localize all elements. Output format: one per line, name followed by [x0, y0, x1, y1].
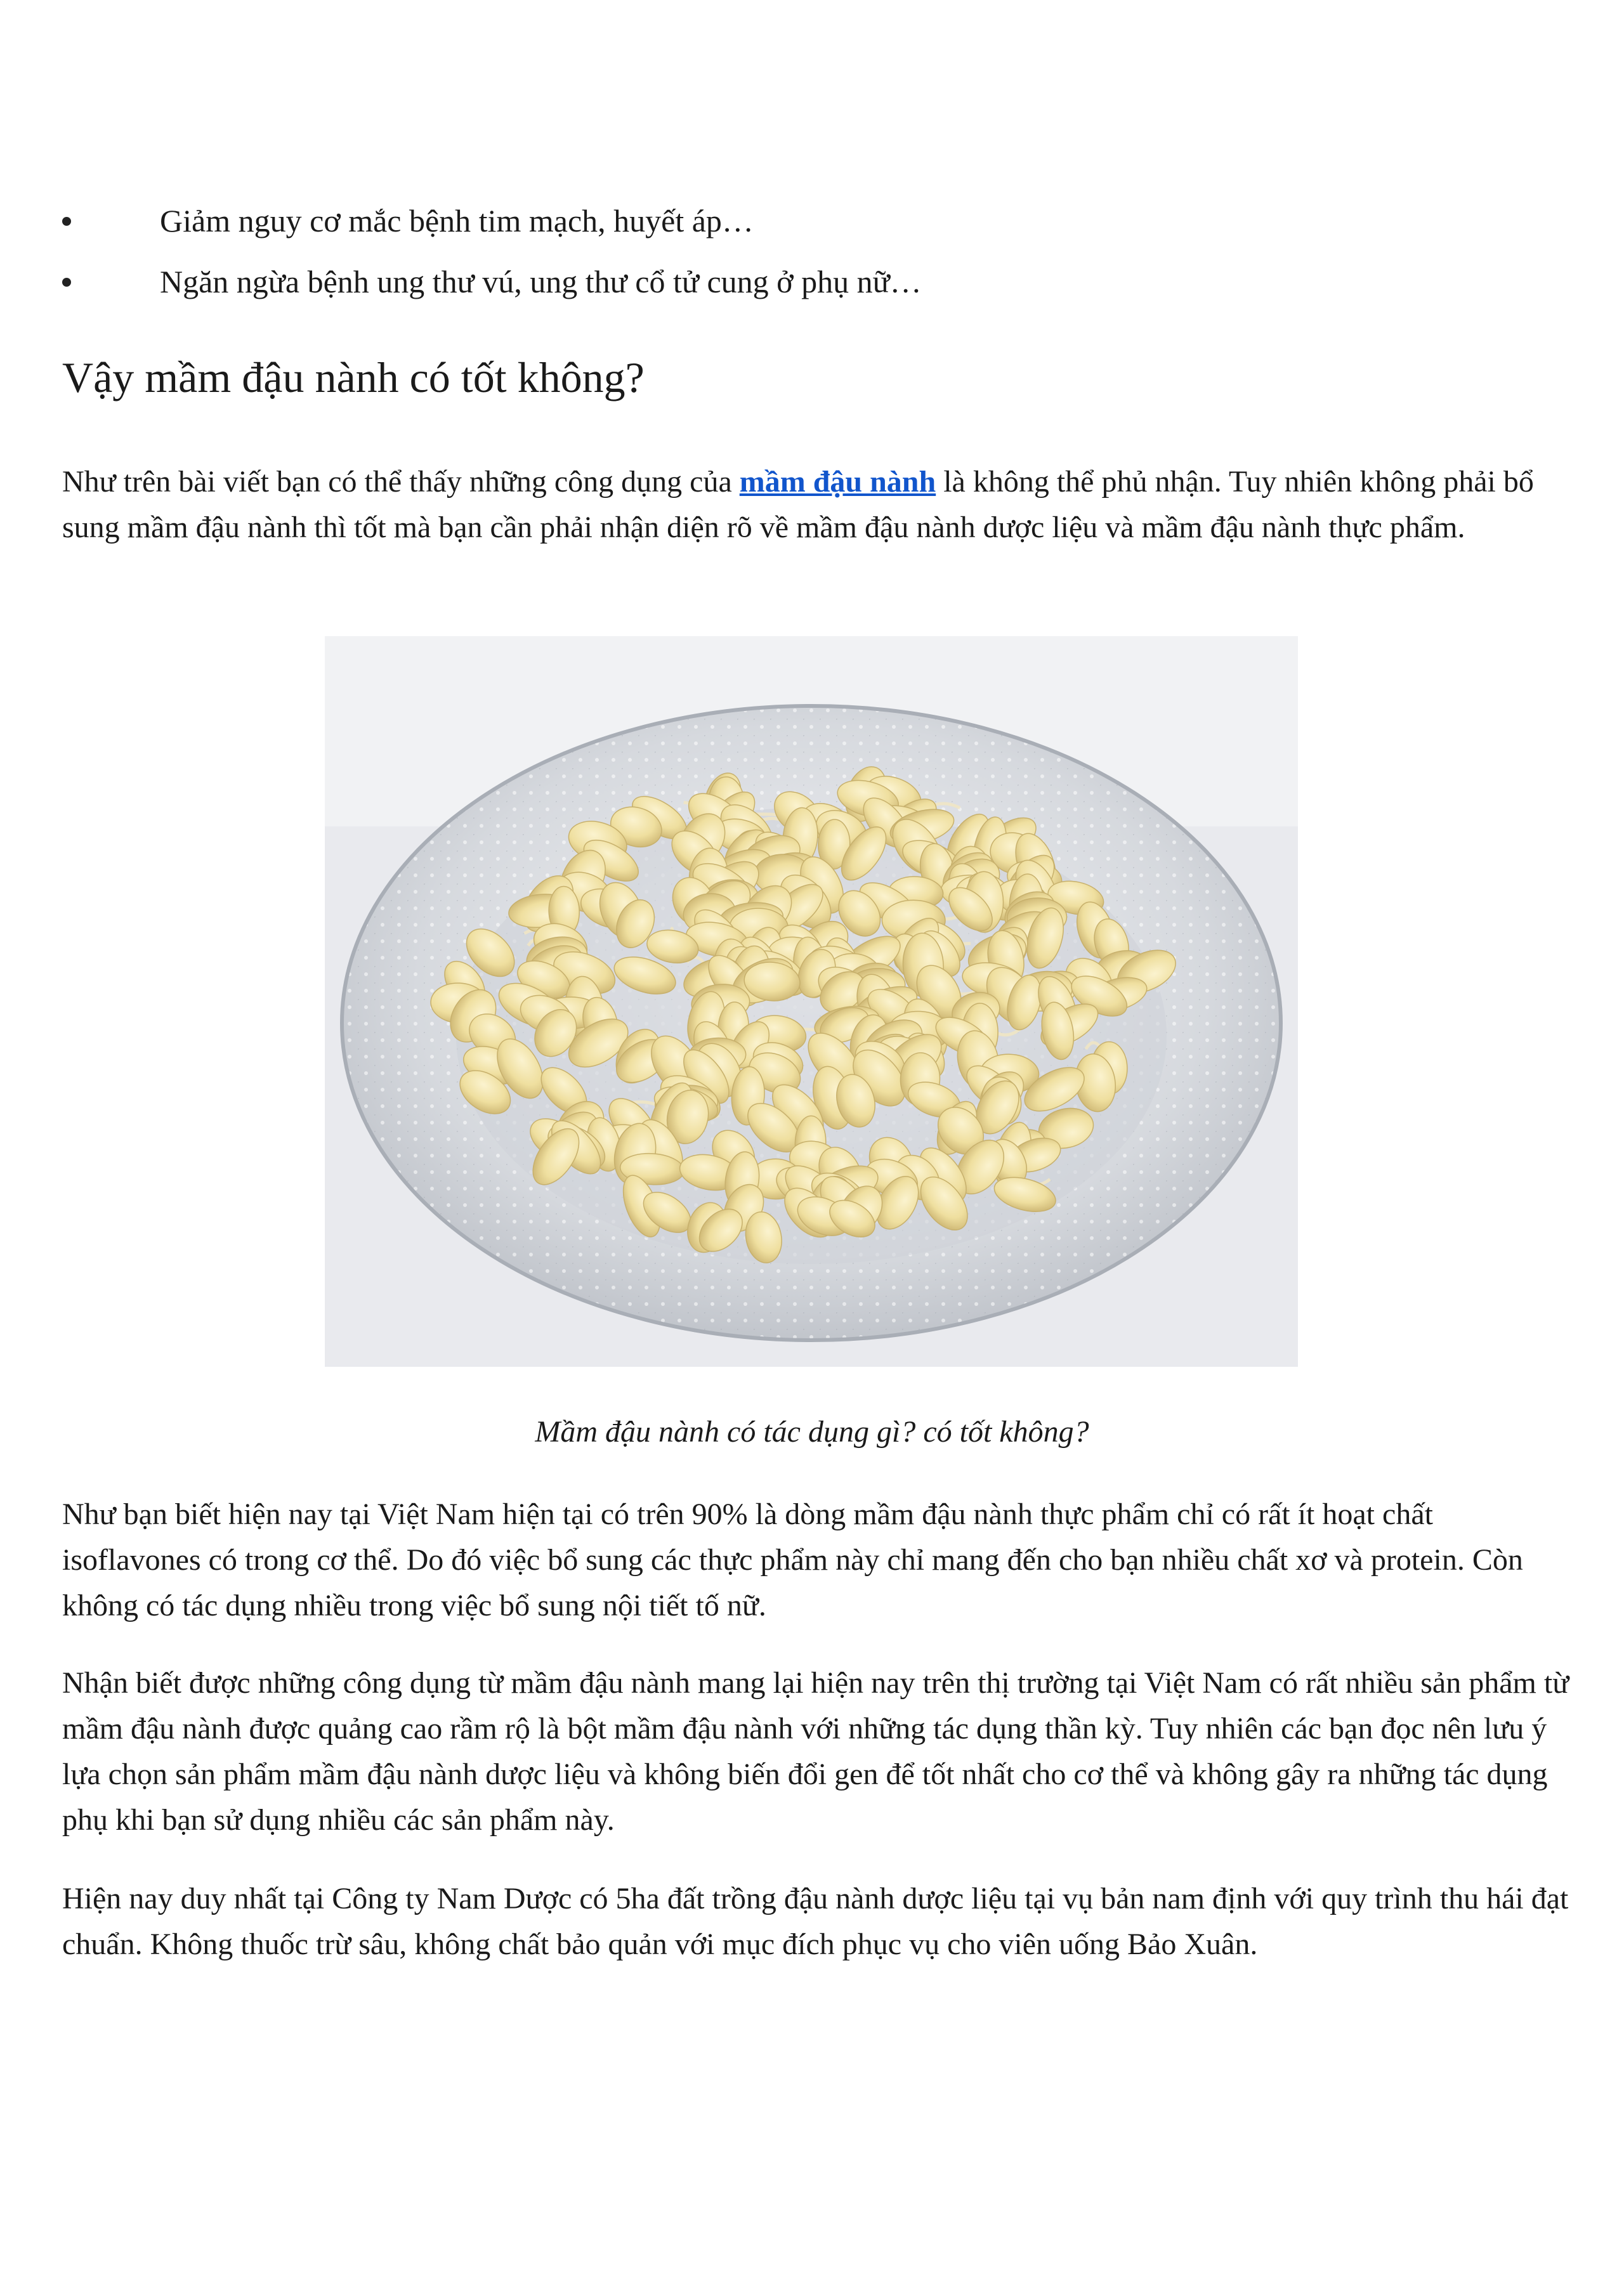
body-paragraph: Như bạn biết hiện nay tại Việt Nam hiện tại có trên 90% là dòng mầm đậu nành thực phẩm chỉ có rất ít hoạt chất isoflavones có trong cơ thể. Do đó việc bổ sung các thực phẩm này chỉ mang đến cho bạn nhiều chất xơ và protein. Còn không có tác dụng nhiều trong việc bổ sung nội tiết tố nữ. — [62, 1497, 1523, 1622]
bullet-dot-icon — [62, 217, 71, 226]
intro-text-after: là không thể phủ nhận. Tuy nhiên không phải bổ sung mầm đậu nành thì tốt mà bạn cần phải nhận diện rõ về mầm đậu nành dược liệu và mầm đậu nành thực phẩm. — [62, 465, 1534, 544]
list-item — [62, 190, 1572, 251]
bullet-dot-icon — [62, 278, 71, 287]
soybean-sprouts-illustration — [325, 636, 1298, 1367]
benefits-list — [62, 190, 1572, 312]
soybean-sprouts-photo — [325, 636, 1298, 1367]
section-heading: Vậy mầm đậu nành có tốt không? — [62, 353, 645, 401]
body-paragraph: Nhận biết được những công dụng từ mầm đậu nành mang lại hiện nay trên thị trường tại Việt Nam có rất nhiều sản phẩm từ mầm đậu nành được quảng cao rầm rộ là bột mầm đậu nành với những tác dụng thần kỳ. Tuy nhiên các bạn đọc nên lưu ý lựa chọn sản phẩm mầm đậu nành dược liệu và không biến đổi gen để tốt nhất cho cơ thể và không gây ra những tác dụng phụ khi bạn sử dụng nhiều các sản phẩm này. — [62, 1666, 1569, 1837]
list-item-text: Ngăn ngừa bệnh ung thư vú, ung thư cổ tử cung ở phụ nữ… — [160, 264, 922, 299]
intro-paragraph — [62, 459, 1572, 551]
list-item — [62, 251, 1572, 312]
soy-sprout-link[interactable]: mầm đậu nành — [739, 465, 936, 499]
body-paragraph: Hiện nay duy nhất tại Công ty Nam Dược có 5ha đất trồng đậu nành dược liệu tại vụ bản nam định với quy trình thu hái đạt chuẩn. Không thuốc trừ sâu, không chất bảo quản với mục đích phục vụ cho viên uống Bảo Xuân. — [62, 1882, 1569, 1961]
list-item-text: Giảm nguy cơ mắc bệnh tim mạch, huyết áp… — [160, 203, 754, 238]
intro-text-before: Như trên bài viết bạn có thể thấy những công dụng của — [62, 465, 740, 499]
image-caption: Mầm đậu nành có tác dụng gì? có tốt không? — [535, 1415, 1089, 1449]
